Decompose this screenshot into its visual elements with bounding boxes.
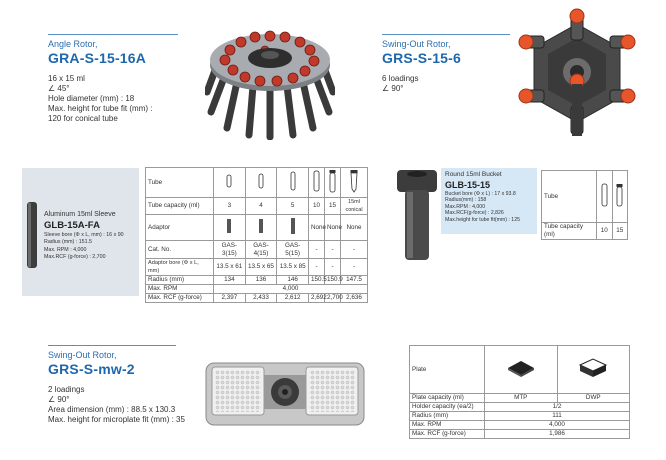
- table-row: [146, 285, 368, 294]
- swing6-label: Swing-Out Rotor,: [382, 39, 451, 49]
- cell: 2,612: [277, 294, 309, 303]
- swing6-rule: [382, 34, 510, 35]
- sleeve-title: GLB-15A-FA: [44, 219, 100, 231]
- row-label: Adaptor: [146, 215, 214, 241]
- swing6-spec: 6 loadings: [382, 74, 419, 83]
- cell: 4,000: [485, 421, 630, 430]
- cell: 1/2: [485, 403, 630, 412]
- angle-rotor-title: GRA-S-15-16A: [48, 50, 147, 66]
- cell: 13.5 x 65: [245, 259, 277, 276]
- bucket-box: [441, 168, 537, 234]
- tube-icon: [612, 171, 628, 223]
- row-label: Holder capacity (ea/2): [410, 403, 485, 412]
- row-label: Max. RCF (g-force): [146, 294, 214, 303]
- table-row: [146, 198, 368, 215]
- sleeve-spec: Radius (mm) : 151.5: [44, 239, 92, 245]
- table-row: [542, 223, 628, 240]
- sleeve-spec: Max. RPM : 4,000: [44, 246, 87, 253]
- cell: -: [341, 241, 368, 259]
- bucket-spec: Max.RCF(g-force) : 2,826: [445, 210, 504, 217]
- angle-rotor-spec: Hole diameter (mm) : 18: [48, 94, 135, 103]
- tube-icon: [341, 168, 368, 198]
- bucket-spec: Radius(mm) : 158: [445, 197, 487, 204]
- bucket-spec: Max.RPM : 4,000: [445, 203, 486, 210]
- row-label: Radius (mm): [410, 412, 485, 421]
- cell: GAS-4(15): [245, 241, 277, 259]
- swingmw-spec: Max. height for microplate fit (mm) : 35: [48, 415, 185, 424]
- cell: 2,636: [341, 294, 368, 303]
- angle-rotor-image: [205, 20, 335, 140]
- swingmw-spec: 2 loadings: [48, 385, 85, 394]
- cell: 15ml conical: [341, 198, 368, 215]
- swingmw-title: GRS-S-mw-2: [48, 361, 135, 377]
- row-label: Plate: [410, 346, 485, 394]
- cell: 4: [245, 198, 277, 215]
- cell: GAS-5(15): [277, 241, 309, 259]
- swing6-info: [382, 39, 512, 94]
- tube-icon: [277, 168, 309, 198]
- cell: 2,692: [309, 294, 325, 303]
- adaptor-icon: [214, 215, 246, 241]
- bucket-spec: Max.height for tube fit(mm) : 125: [445, 216, 520, 223]
- adaptor-icon: [245, 215, 277, 241]
- swingmw-spec: Area dimension (mm) : 88.5 x 130.3: [48, 405, 176, 414]
- tube-icon: [325, 168, 341, 198]
- tube-icon: [597, 171, 613, 223]
- bucket-title: GLB-15-15: [445, 179, 491, 190]
- row-label: Cat. No.: [146, 241, 214, 259]
- cell: None: [325, 215, 341, 241]
- cell: 146: [277, 276, 309, 285]
- bucket-spec: Bucket bore (Φ x L) : 17 x 93.8: [445, 190, 516, 197]
- angle-rotor-spec: 120 for conical tube: [48, 114, 118, 123]
- swingmw-label: Swing-Out Rotor,: [48, 350, 117, 360]
- cell: MTP: [485, 394, 558, 403]
- row-label: Plate capacity (ml): [410, 394, 485, 403]
- row-label: Max. RPM: [410, 421, 485, 430]
- row-label: Tube: [146, 168, 214, 198]
- tube-icon: [309, 168, 325, 198]
- table-row: [146, 259, 368, 276]
- cell: None: [309, 215, 325, 241]
- cell: 147.5: [341, 276, 368, 285]
- row-label: Tube capacity (ml): [542, 223, 597, 240]
- cell: 15: [325, 198, 341, 215]
- table-row: [410, 394, 630, 403]
- adaptor-icon: [277, 215, 309, 241]
- row-label: Radius (mm): [146, 276, 214, 285]
- table-row: [146, 168, 368, 198]
- cell: 2,700: [325, 294, 341, 303]
- cell: 2,433: [245, 294, 277, 303]
- row-label: Max. RCF (g-force): [410, 430, 485, 439]
- cell: 111: [485, 412, 630, 421]
- cell: 1,986: [485, 430, 630, 439]
- tube-icon: [214, 168, 246, 198]
- angle-rotor-info: [48, 39, 208, 124]
- dwp-plate-icon: [557, 346, 630, 394]
- cell: None: [341, 215, 368, 241]
- angle-rotor-label: Angle Rotor,: [48, 39, 98, 49]
- angle-rotor-spec: Max. height for tube fit (mm) :: [48, 104, 153, 113]
- row-label: Max. RPM: [146, 285, 214, 294]
- cell: 3: [214, 198, 246, 215]
- sleeve-spec-table: [145, 167, 368, 303]
- table-row: [146, 294, 368, 303]
- table-row: [410, 421, 630, 430]
- swing6-rotor-image: [510, 6, 645, 141]
- angle-rotor-spec: ∠ 45°: [48, 84, 70, 93]
- cell: 150.5: [309, 276, 325, 285]
- table-row: [410, 346, 630, 394]
- cell: 13.5 x 61: [214, 259, 246, 276]
- bucket-image: [395, 168, 439, 263]
- microplate-rotor-image: [200, 355, 370, 430]
- bucket-spec-table: [541, 170, 628, 240]
- cell: 5: [277, 198, 309, 215]
- cell: 10: [309, 198, 325, 215]
- cell: 10: [597, 223, 613, 240]
- sleeve-spec: Max.RCF (g-force) : 2,700: [44, 254, 106, 260]
- cell: DWP: [557, 394, 630, 403]
- swingmw-rule: [48, 345, 176, 346]
- row-label: Tube: [542, 171, 597, 223]
- cell: 136: [245, 276, 277, 285]
- cell: 150.9: [325, 276, 341, 285]
- bucket-label: Round 15ml Bucket: [445, 171, 502, 178]
- cell: -: [309, 241, 325, 259]
- table-row: [542, 171, 628, 223]
- row-label: Adaptor bore (Φ x L, mm): [146, 259, 214, 276]
- cell: -: [309, 259, 325, 276]
- mtp-plate-icon: [485, 346, 558, 394]
- cell: 13.5 x 85: [277, 259, 309, 276]
- sleeve-image: [25, 200, 39, 270]
- table-row: [410, 403, 630, 412]
- plate-spec-table: [409, 345, 630, 439]
- angle-rotor-spec: 16 x 15 ml: [48, 74, 85, 83]
- cell: 15: [612, 223, 628, 240]
- swing6-title: GRS-S-15-6: [382, 50, 462, 66]
- cell: 4,000: [214, 285, 368, 294]
- row-label: Tube capacity (ml): [146, 198, 214, 215]
- sleeve-label: Aluminum 15ml Sleeve: [44, 211, 116, 218]
- swingmw-spec: ∠ 90°: [48, 395, 70, 404]
- tube-icon: [245, 168, 277, 198]
- table-row: [146, 241, 368, 259]
- table-row: [410, 430, 630, 439]
- table-row: [146, 215, 368, 241]
- cell: 2,397: [214, 294, 246, 303]
- swing6-spec: ∠ 90°: [382, 84, 404, 93]
- table-row: [146, 276, 368, 285]
- cell: GAS-3(15): [214, 241, 246, 259]
- cell: -: [341, 259, 368, 276]
- cell: -: [325, 259, 341, 276]
- cell: 134: [214, 276, 246, 285]
- cell: -: [325, 241, 341, 259]
- table-row: [410, 412, 630, 421]
- angle-rotor-rule: [48, 34, 178, 35]
- sleeve-info: [44, 211, 139, 262]
- sleeve-spec: Sleeve bore (Φ x L, mm) : 16 x 90: [44, 231, 124, 238]
